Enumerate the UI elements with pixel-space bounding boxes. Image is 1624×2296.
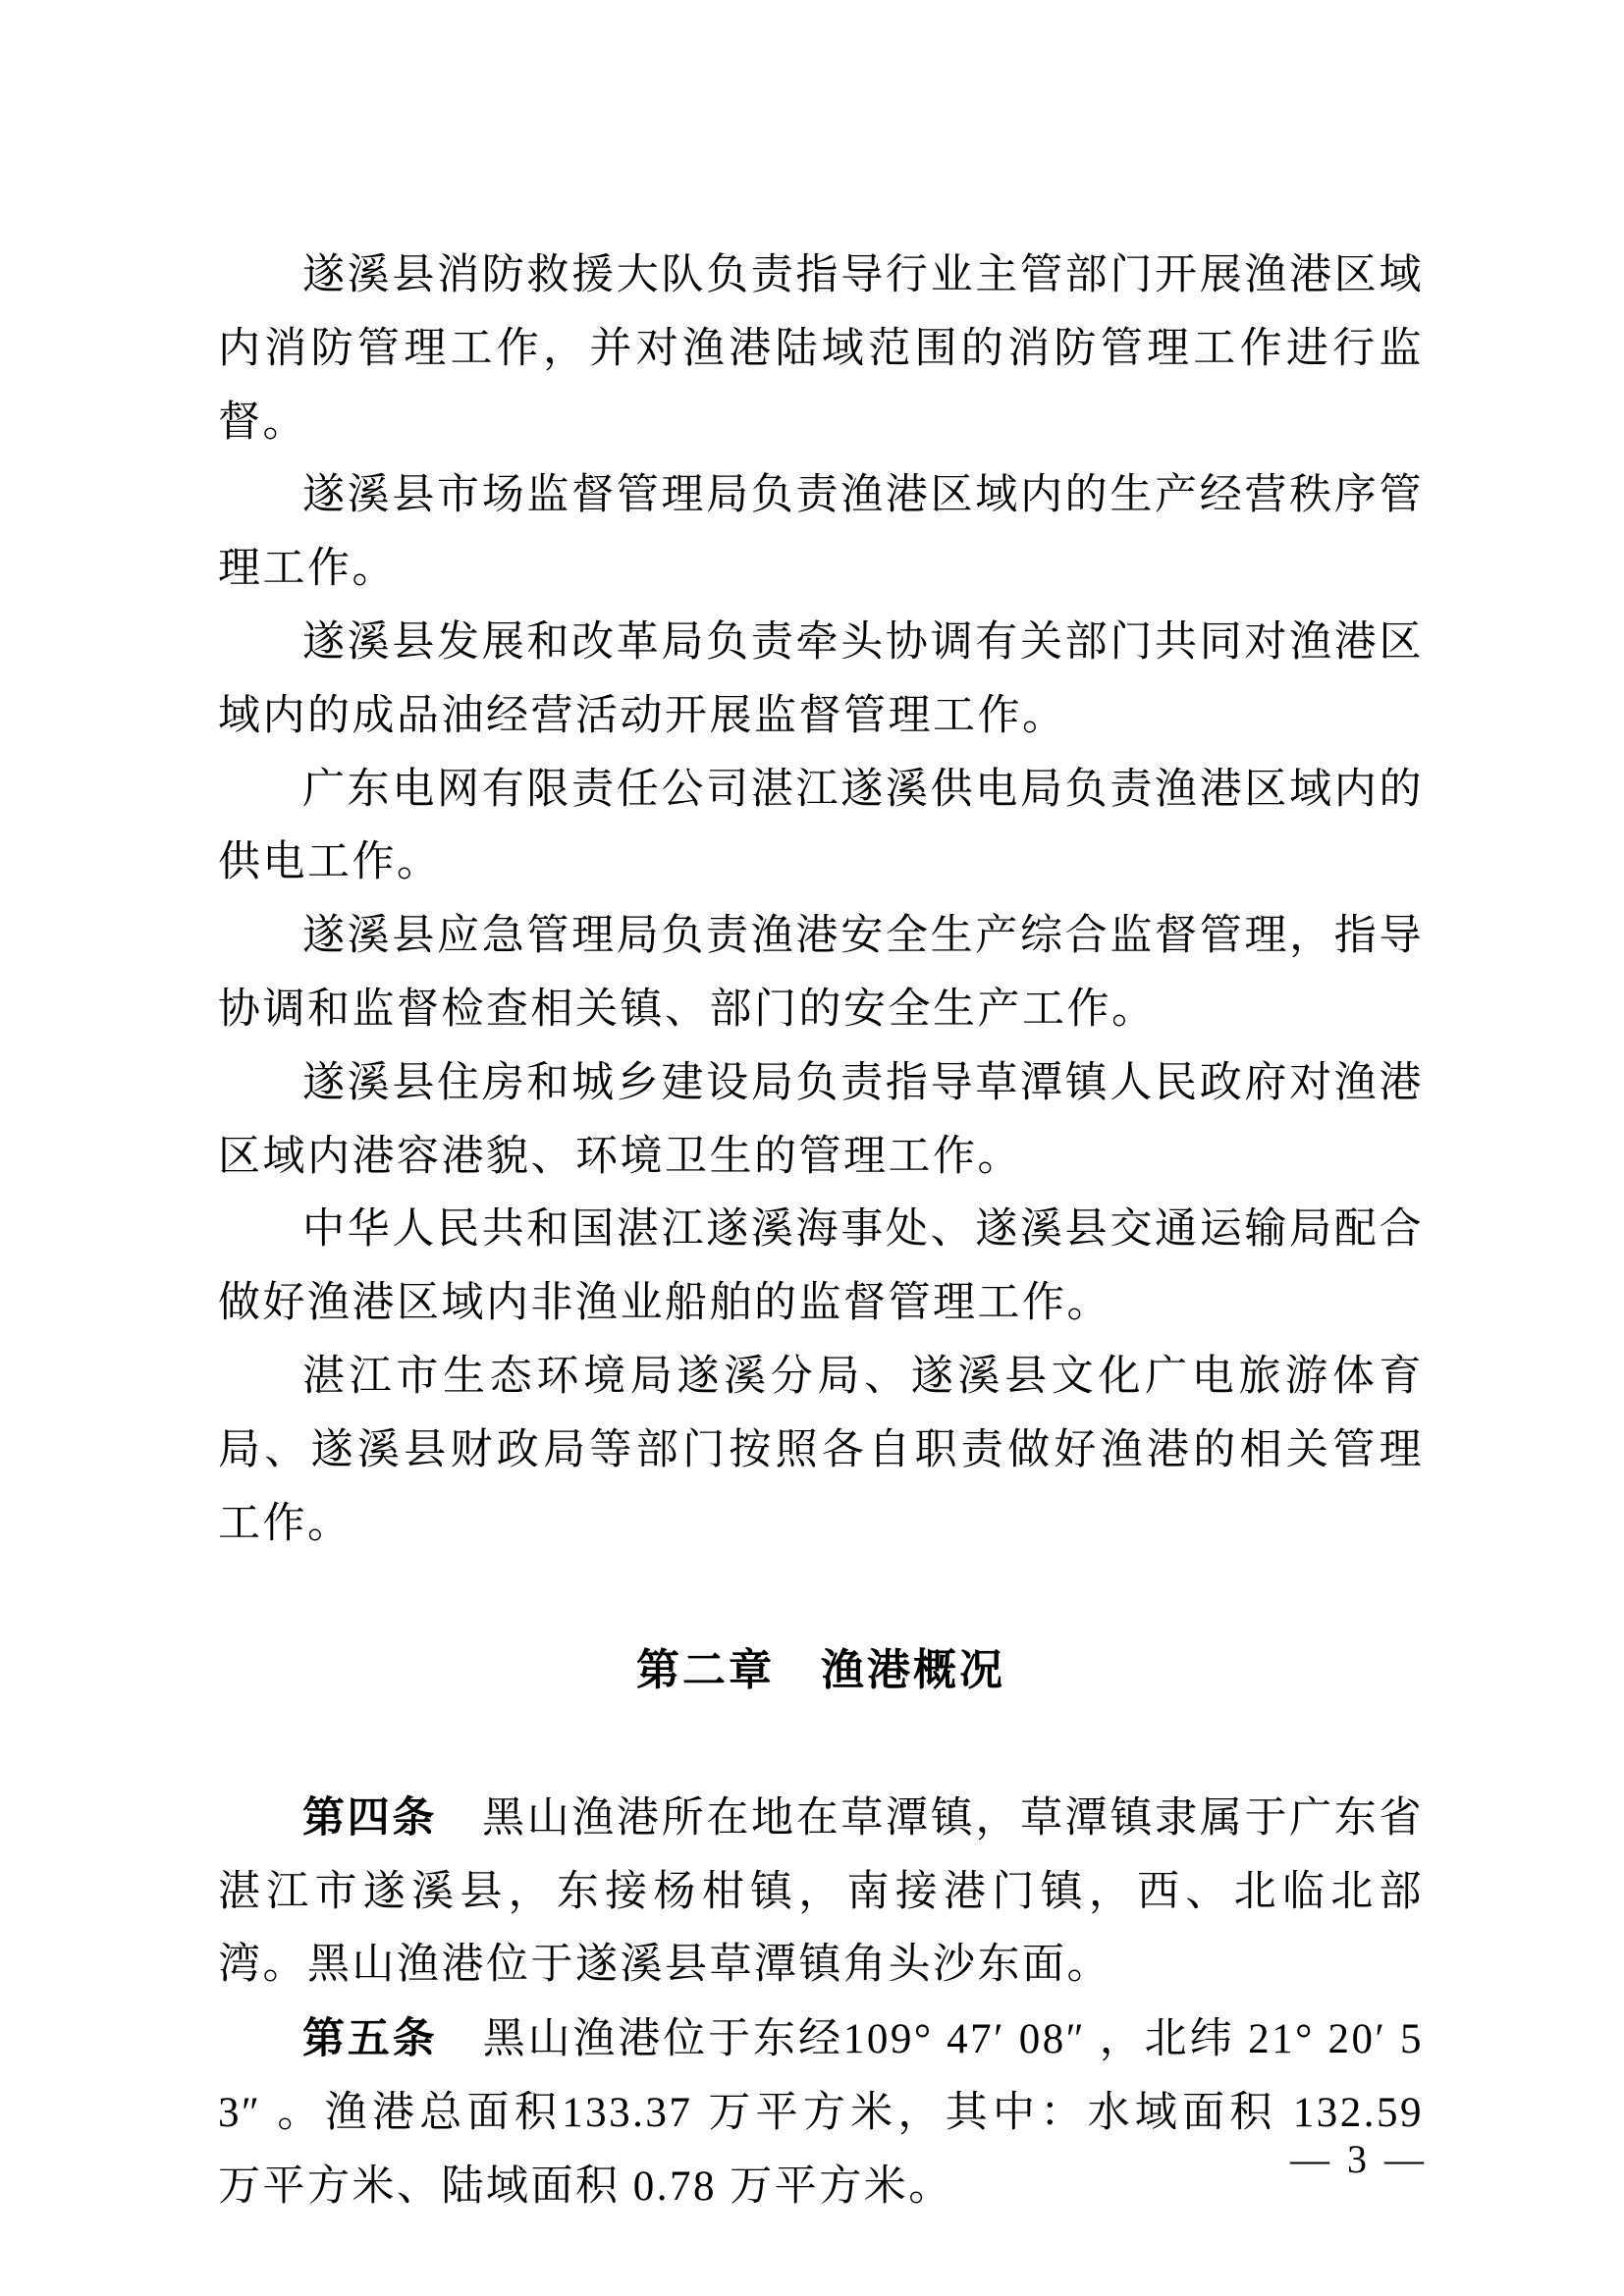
paragraph-fire-rescue: 遂溪县消防救援大队负责指导行业主管部门开展渔港区域内消防管理工作，并对渔港陆域范围的消防管理工作进行监督。 [218,252,1424,446]
article-4-text: 黑山渔港所在地在草潭镇，草潭镇隶属于广东省湛江市遂溪县，东接杨柑镇，南接港门镇，西、北临北部湾。黑山渔港位于遂溪县草潭镇角头沙东面。 [218,1794,1425,1989]
paragraph-maritime-transport: 中华人民共和国湛江遂溪海事处、遂溪县交通运输局配合做好渔港区域内非渔业船舶的监督管理工作。 [218,1206,1424,1327]
article-4-number-label: 第四条 [302,1793,438,1842]
paragraph-ecology-culture-finance: 湛江市生态环境局遂溪分局、遂溪县文化广电旅游体育局、遂溪县财政局等部门按照各自职责做好渔港的相关管理工作。 [218,1353,1424,1547]
document-content [218,240,1424,2224]
article-5-paragraph [218,2002,1424,2223]
paragraph-development-reform: 遂溪县发展和改革局负责牵头协调有关部门共同对渔港区域内的成品油经营活动开展监督管理工作。 [218,618,1424,739]
paragraph-market-regulation: 遂溪县市场监督管理局负责渔港区域内的生产经营秩序管理工作。 [218,472,1424,593]
paragraph-housing-construction: 遂溪县住房和城乡建设局负责指导草潭镇人民政府对渔港区域内港容港貌、环境卫生的管理工作。 [218,1059,1424,1180]
article-5-number-label: 第五条 [302,2015,438,2063]
paragraph-power-supply: 广东电网有限责任公司湛江遂溪供电局负责渔港区域内的供电工作。 [218,766,1424,886]
article-5-text: 黑山渔港位于东经109° 47′ 08″ ，北纬 21° 20′ 53″ 。渔港总面积133.37 万平方米，其中：水域面积 132.59 万平方米、陆域面积 0.78 万平方米。 [218,2016,1424,2210]
article-4-paragraph [218,1782,1424,2002]
chapter-heading: 第二章 渔港概况 [636,1646,1005,1695]
paragraph-emergency-management: 遂溪县应急管理局负责渔港安全生产综合监督管理，指导协调和监督检查相关镇、部门的安全生产工作。 [218,913,1424,1033]
page-number: — 3 — [1290,2137,1428,2181]
